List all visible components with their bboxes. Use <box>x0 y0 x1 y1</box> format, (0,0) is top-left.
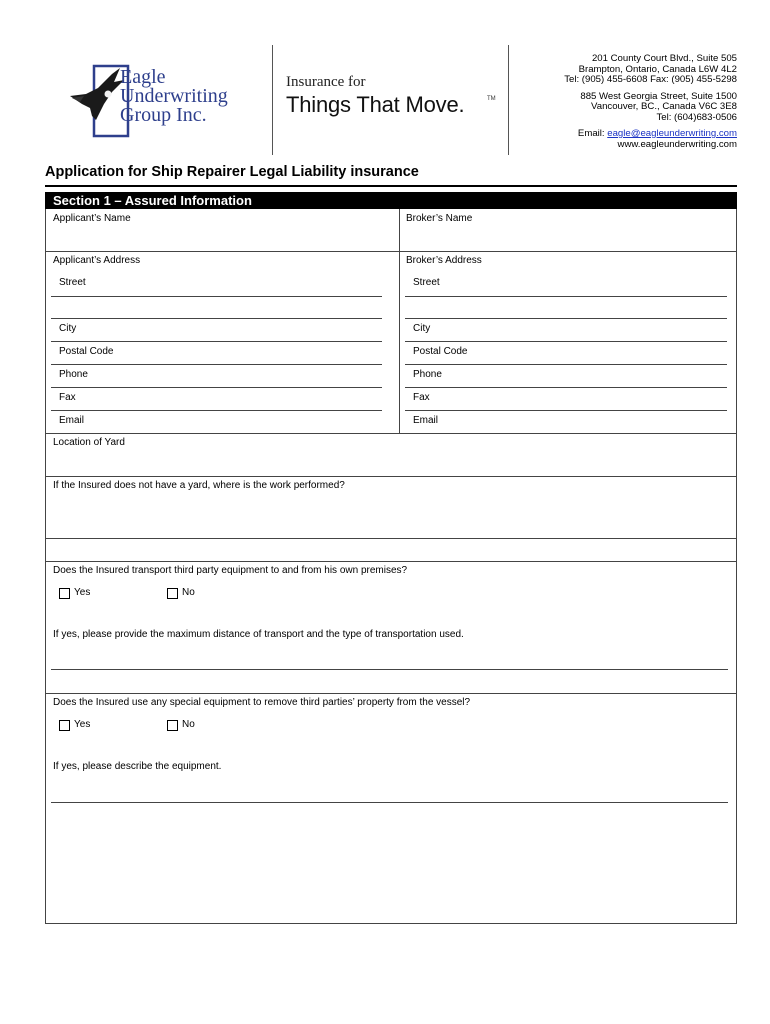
transport-followup: If yes, please provide the maximum distance of transport and the type of transportation used. <box>53 629 464 640</box>
broker-city-label: City <box>413 323 431 334</box>
broker-street-label: Street <box>413 277 440 288</box>
applicant-city-field[interactable] <box>51 341 382 342</box>
address-2-line-1: 885 West Georgia Street, Suite 1500 <box>580 90 737 102</box>
section-1-header <box>45 192 737 209</box>
transport-details-field[interactable] <box>51 669 728 670</box>
applicant-street-field[interactable] <box>51 296 382 297</box>
divider <box>45 538 737 539</box>
location-of-yard-label: Location of Yard <box>53 437 125 448</box>
address-1-line-2: Brampton, Ontario, Canada L6W 4L2 <box>578 63 737 75</box>
title-rule <box>45 185 737 187</box>
logo-line-2: Underwriting <box>120 85 228 107</box>
applicant-street-line-2[interactable] <box>51 318 382 319</box>
logo-line-1: Eagle <box>120 66 166 88</box>
applicant-postal-label: Postal Code <box>59 346 114 357</box>
equipment-yes-label: Yes <box>74 719 91 730</box>
broker-street-field[interactable] <box>405 296 727 297</box>
document-title: Application for Ship Repairer Legal Liability insurance <box>45 164 419 180</box>
broker-phone-label: Phone <box>413 369 442 380</box>
divider <box>45 693 737 694</box>
broker-name-field[interactable] <box>400 226 735 250</box>
broker-email-label: Email <box>413 415 439 426</box>
applicant-fax-label: Fax <box>59 392 76 403</box>
divider <box>45 561 737 562</box>
email-label: Email: <box>577 128 608 139</box>
broker-fax-label: Fax <box>413 392 430 403</box>
contact-block <box>517 54 737 150</box>
broker-city-field[interactable] <box>405 341 727 342</box>
transport-yes-checkbox[interactable] <box>59 588 70 599</box>
transport-yes-label: Yes <box>74 587 91 598</box>
broker-postal-label: Postal Code <box>413 346 468 357</box>
email-line <box>517 129 737 140</box>
equipment-followup: If yes, please describe the equipment. <box>53 761 222 772</box>
applicant-city-label: City <box>59 323 77 334</box>
equipment-yes-checkbox[interactable] <box>59 720 70 731</box>
tagline-line-1: Insurance for <box>286 74 366 90</box>
transport-question: Does the Insured transport third party equipment to and from his own premises? <box>53 565 408 576</box>
company-logo <box>68 64 248 136</box>
applicant-phone-label: Phone <box>59 369 88 380</box>
divider <box>45 251 737 252</box>
address-2-line-2: Vancouver, BC., Canada V6C 3E8 <box>591 101 737 112</box>
applicant-name-field[interactable] <box>46 226 398 250</box>
broker-name-label: Broker’s Name <box>406 213 473 224</box>
applicant-name-label: Applicant’s Name <box>53 213 131 224</box>
address-1-line-1: 201 County Court Blvd., Suite 505 <box>591 53 737 64</box>
section-1-title: Section 1 – Assured Information <box>53 193 252 208</box>
phone-2: Tel: (604)683-0506 <box>656 111 737 123</box>
equipment-no-label: No <box>182 719 195 730</box>
no-yard-question: If the Insured does not have a yard, where is the work performed? <box>53 480 345 491</box>
header-divider-right <box>508 45 509 155</box>
broker-street-line-2[interactable] <box>405 318 727 319</box>
applicant-fax-field[interactable] <box>51 410 382 411</box>
transport-no-label: No <box>182 587 195 598</box>
equipment-no-checkbox[interactable] <box>167 720 178 731</box>
broker-fax-field[interactable] <box>405 410 727 411</box>
broker-address-label: Broker’s Address <box>406 255 482 266</box>
logo-wordmark <box>120 68 228 125</box>
header-divider-left <box>272 45 273 155</box>
broker-postal-field[interactable] <box>405 364 727 365</box>
phone-1: Tel: (905) 455-6608 Fax: (905) 455-5298 <box>564 74 737 85</box>
applicant-street-label: Street <box>59 277 86 288</box>
location-of-yard-field[interactable] <box>46 450 735 475</box>
divider <box>45 476 737 477</box>
website[interactable]: www.eagleunderwriting.com <box>617 138 737 150</box>
applicant-address-label: Applicant’s Address <box>53 255 141 266</box>
trademark-mark: TM <box>487 96 496 102</box>
logo-line-3: Group Inc. <box>120 104 207 126</box>
email-link[interactable]: eagle@eagleunderwriting.com <box>607 128 737 139</box>
applicant-postal-field[interactable] <box>51 364 382 365</box>
equipment-question: Does the Insured use any special equipment to remove third parties’ property from the vessel? <box>53 697 471 708</box>
equipment-details-field[interactable] <box>51 802 728 803</box>
transport-no-checkbox[interactable] <box>167 588 178 599</box>
broker-phone-field[interactable] <box>405 387 727 388</box>
tagline-line-2: Things That Move. <box>286 92 465 117</box>
applicant-email-label: Email <box>59 415 85 426</box>
divider <box>45 433 737 434</box>
applicant-phone-field[interactable] <box>51 387 382 388</box>
no-yard-answer-field[interactable] <box>46 493 735 537</box>
